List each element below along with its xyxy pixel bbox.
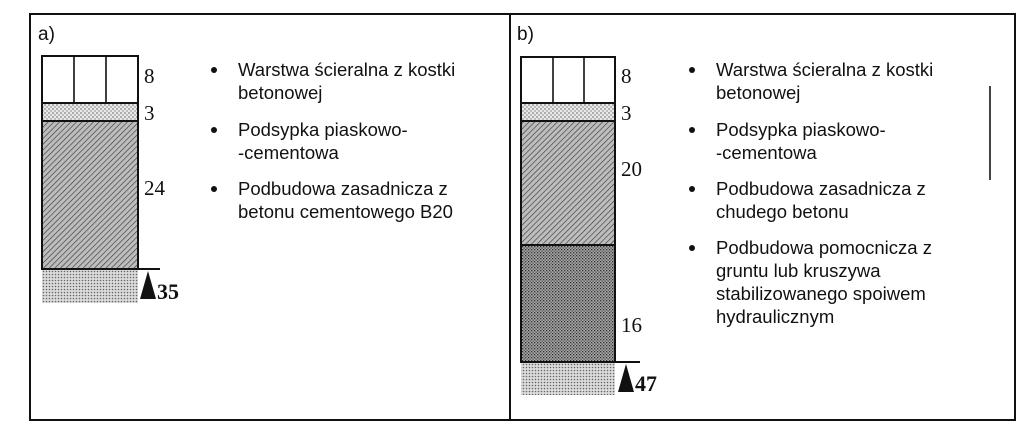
- legend-item: Podbudowa zasadnicza z chudego betonu: [716, 178, 926, 222]
- legend-bullet: [211, 127, 217, 133]
- legend-item: Warstwa ścieralna z kostki betonowej: [238, 59, 456, 103]
- panel-b-legend: [689, 59, 938, 327]
- panel-a-depth-marker-icon: [140, 271, 156, 299]
- legend-bullet: [689, 67, 695, 73]
- legend-item: Podbudowa pomocnicza z gruntu lub kruszywa stabilizowanego spoiwem hydraulicznym: [716, 237, 932, 327]
- panel-b-paving-layer: [521, 57, 615, 103]
- panel-b-subbase-layer: [521, 245, 615, 362]
- panel-a-label: a): [38, 24, 55, 45]
- panel-b-thickness-paving: 8: [621, 64, 632, 88]
- panel-b: [517, 24, 938, 396]
- panel-a-total-depth: 35: [157, 279, 179, 304]
- panel-b-thickness-subbase: 16: [621, 313, 642, 337]
- panel-a-layer-stack: [42, 56, 160, 303]
- panel-a-paving-layer: [42, 56, 138, 103]
- panel-b-base-layer: [521, 121, 615, 245]
- legend-item: Podsypka piaskowo- -cementowa: [238, 119, 408, 163]
- panel-a-legend: [211, 59, 460, 222]
- panel-b-subgrade: [521, 363, 615, 395]
- panel-b-thickness-bedding: 3: [621, 101, 632, 125]
- legend-item: Podbudowa zasadnicza z betonu cementowego B20: [238, 178, 453, 222]
- panel-b-label: b): [517, 24, 534, 45]
- panel-a-thickness-base: 24: [144, 176, 165, 200]
- legend-item: Warstwa ścieralna z kostki betonowej: [716, 59, 934, 103]
- legend-bullet: [211, 186, 217, 192]
- panel-b-thickness-base: 20: [621, 157, 642, 181]
- panel-b-total-depth: 47: [635, 371, 657, 396]
- panel-a-thickness-paving: 8: [144, 64, 155, 88]
- legend-bullet: [211, 67, 217, 73]
- legend-item: Podsypka piaskowo- -cementowa: [716, 119, 886, 163]
- legend-bullet: [689, 186, 695, 192]
- panel-a-base-layer: [42, 121, 138, 269]
- legend-bullet: [689, 127, 695, 133]
- legend-bullet: [689, 245, 695, 251]
- panel-a-thickness-bedding: 3: [144, 101, 155, 125]
- panel-a-subgrade: [42, 270, 138, 303]
- panel-a-bedding-layer: [42, 103, 138, 121]
- panel-b-depth-marker-icon: [618, 364, 634, 392]
- panel-a: [38, 24, 460, 304]
- panel-b-bedding-layer: [521, 103, 615, 121]
